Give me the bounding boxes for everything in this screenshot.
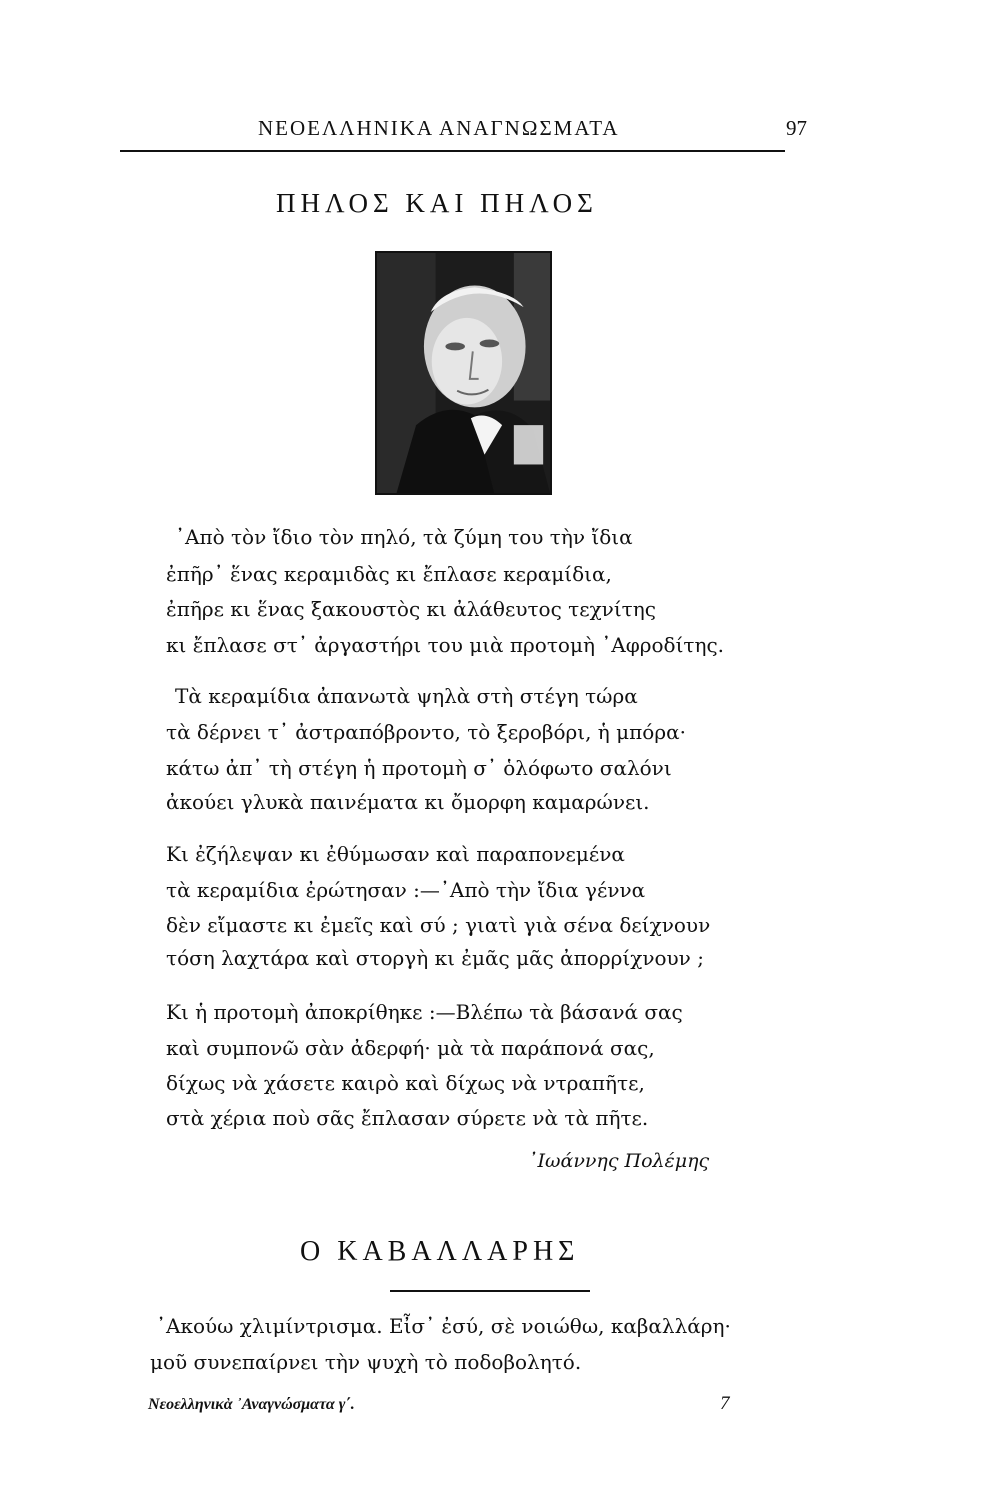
author-portrait — [375, 251, 552, 495]
portrait-photo — [377, 253, 550, 493]
verse-line: μοῦ συνεπαίρνει τὴν ψυχὴ τὸ ποδοβολητό. — [150, 1350, 582, 1374]
verse-line: ἐπῆρ᾽ ἕνας κεραμιδὰς κι ἔπλασε κεραμίδια, — [166, 562, 612, 586]
poem-title: Ο ΚΑΒΑΛΛΑΡΗΣ — [300, 1236, 580, 1267]
verse-line: ἀκούει γλυκὰ παινέματα κι ὄμορφη καμαρώνει. — [166, 790, 650, 814]
footer-book-title: Νεοελληνικὰ ᾿Αναγνώσματα γ΄. — [148, 1396, 355, 1413]
verse-line: Κι ἡ προτομὴ ἀποκρίθηκε :—Βλέπω τὰ βάσανά σας — [166, 1000, 683, 1024]
header-rule — [120, 150, 785, 152]
verse-line: τὰ δέρνει τ᾽ ἀστραπόβροντο, τὸ ξεροβόρι, ἡ μπόρα· — [166, 720, 686, 744]
title-rule — [390, 1290, 590, 1292]
verse-line: τόση λαχτάρα καὶ στοργὴ κι ἐμᾶς μᾶς ἀπορρίχνουν ; — [166, 946, 704, 970]
verse-line: ἐπῆρε κι ἕνας ξακουστὸς κι ἀλάθευτος τεχνίτης — [166, 597, 656, 621]
verse-line: ᾿Ακούω χλιμίντρισμα. Εἶσ᾽ ἐσύ, σὲ νοιώθω, καβαλλάρη· — [156, 1314, 731, 1338]
verse-line: κάτω ἀπ᾽ τὴ στέγη ἡ προτομὴ σ᾽ ὁλόφωτο σαλόνι — [166, 756, 672, 780]
author-signature: ᾿Ιωάννης Πολέμης — [528, 1150, 710, 1172]
poem-title: ΠΗΛΟΣ ΚΑΙ ΠΗΛΟΣ — [276, 188, 598, 218]
verse-line: ᾿Απὸ τὸν ἴδιο τὸν πηλό, τὰ ζύμη του τὴν ἴδια — [175, 525, 633, 549]
page-number: 97 — [786, 116, 807, 140]
verse-line: κι ἔπλασε στ᾽ ἀργαστήρι του μιὰ προτομὴ ᾿Αφροδίτης. — [166, 633, 725, 657]
verse-line: στὰ χέρια ποὺ σᾶς ἔπλασαν σύρετε νὰ τὰ πῆτε. — [166, 1106, 649, 1130]
verse-line: Τὰ κεραμίδια ἀπανωτὰ ψηλὰ στὴ στέγη τώρα — [175, 684, 638, 708]
verse-line: δὲν εἴμαστε κι ἐμεῖς καὶ σύ ; γιατὶ γιὰ σένα δείχνουν — [166, 913, 711, 937]
running-head: ΝΕΟΕΛΛΗΝΙΚΑ ΑΝΑΓΝΩΣΜΑΤΑ — [258, 116, 620, 140]
verse-line: τὰ κεραμίδια ἐρώτησαν :—᾿Απὸ τὴν ἴδια γέννα — [166, 878, 646, 902]
verse-line: δίχως νὰ χάσετε καιρὸ καὶ δίχως νὰ ντραπῆτε, — [166, 1071, 645, 1095]
verse-line: Κι ἐζήλεψαν κι ἐθύμωσαν καὶ παραπονεμένα — [166, 842, 625, 866]
verse-line: καὶ συμπονῶ σὰν ἀδερφή· μὰ τὰ παράπονά σας, — [166, 1036, 655, 1060]
footer-signature-mark: 7 — [720, 1393, 730, 1414]
